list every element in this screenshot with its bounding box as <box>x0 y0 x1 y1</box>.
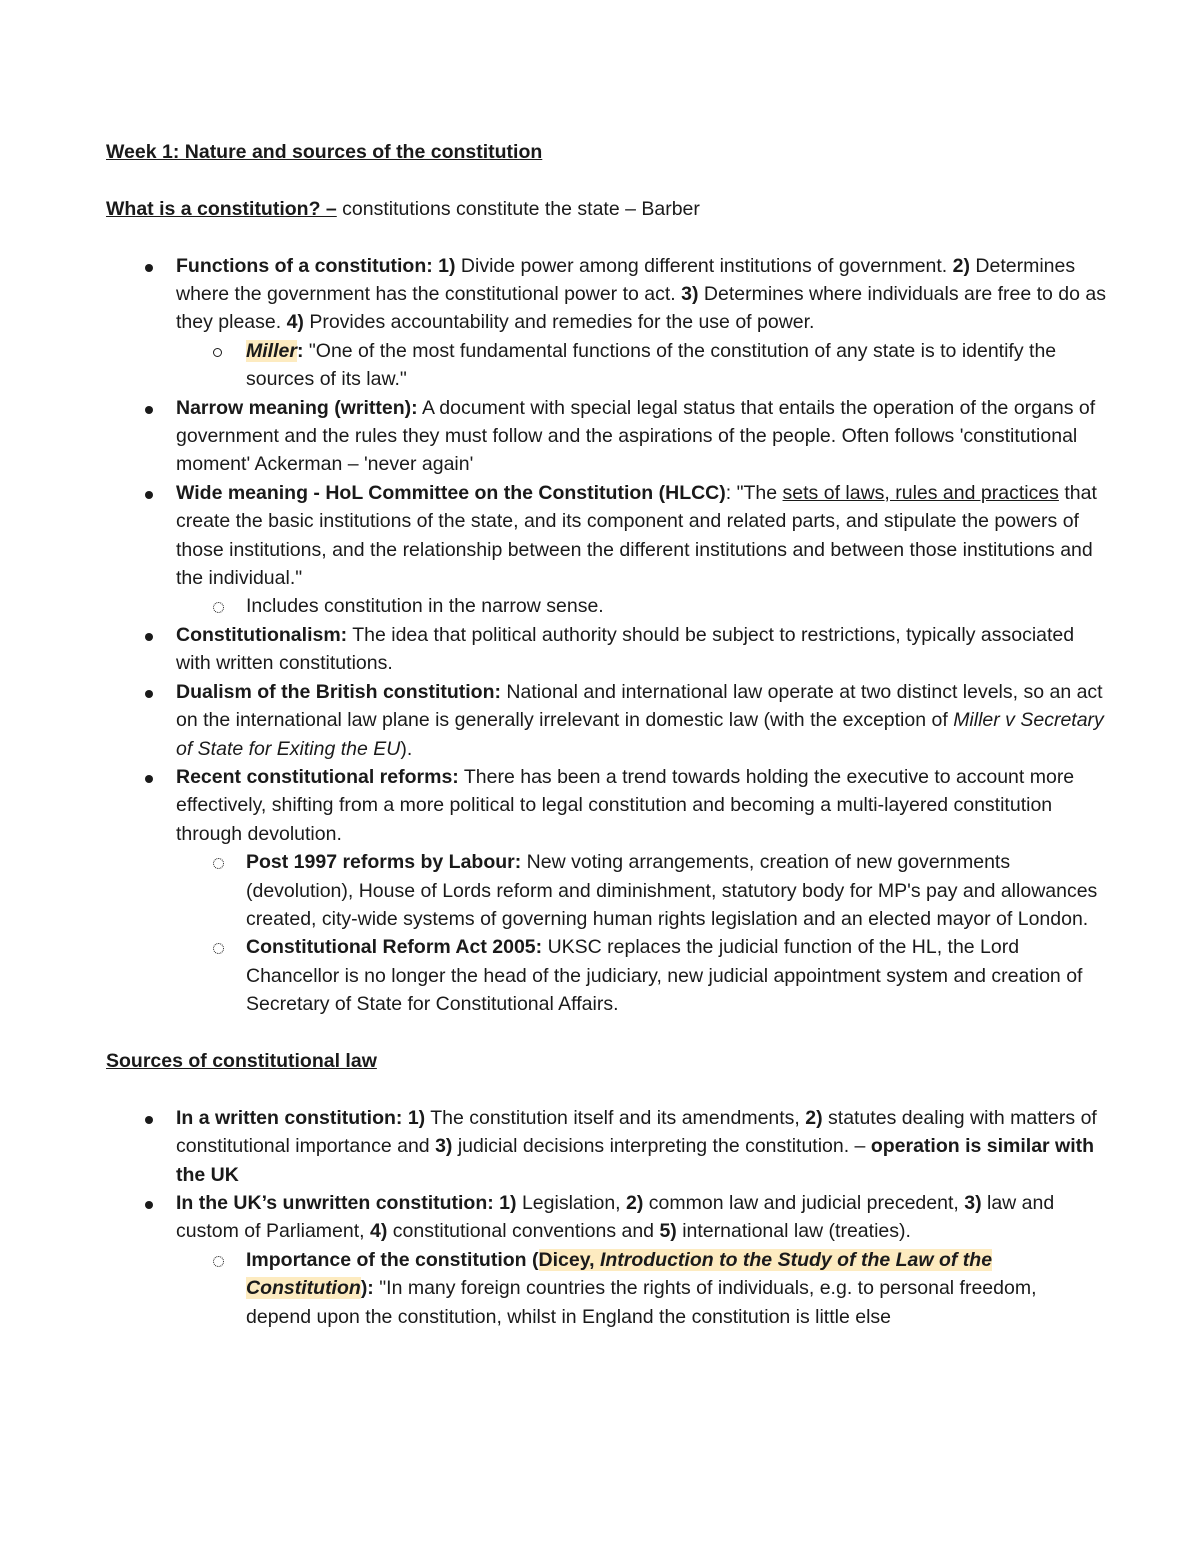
page-title: Week 1: Nature and sources of the constitution <box>106 141 543 163</box>
book-title-highlight: Introduction to the Study of the Law of the Constitution <box>246 1248 993 1300</box>
bullet-icon <box>145 264 153 272</box>
bullet-icon <box>145 491 153 499</box>
list-item-post-1997: Post 1997 reforms by Labour: New voting arrangements, creation of new governments (devolution), House of Lords reform and diminishment, statutory body for MP's pay and allowances created, city-wide systems of governing human rights legislation and an elected mayor of London. <box>176 848 1106 933</box>
bullet-icon <box>145 1116 153 1124</box>
dotted-bullet-icon <box>213 602 224 613</box>
list-item-includes: Includes constitution in the narrow sense. <box>176 592 1106 620</box>
list-item-narrow-meaning: Narrow meaning (written): A document with special legal status that entails the operation of the organs of government and the rules they must follow and the aspirations of the people. Often follows 'constitutional moment' Ackerman – 'never again' <box>106 394 1106 479</box>
miller-highlight: Miller <box>246 339 297 362</box>
list-item-importance: Importance of the constitution (Dicey, Introduction to the Study of the Law of the Constitution): "In many foreign countries the rights of individuals, e.g. to personal freedom, depend upon the constitution, whilst in England the constitution is little else <box>176 1246 1106 1331</box>
document-page <box>106 138 1106 1331</box>
dotted-bullet-icon <box>213 858 224 869</box>
list-item-unwritten-constitution: In the UK’s unwritten constitution: 1) Legislation, 2) common law and judicial precedent, 3) law and custom of Parliament, 4) constitutional conventions and 5) international law (treaties). Importance of the constitution (Dicey, Introduction to the Study of the Law of the Constitution): "In many foreign countries the rights of individuals, e.g. to personal freedom, depend upon the constitution, whilst in England the constitution is little else <box>106 1189 1106 1331</box>
what-is-constitution-label: What is a constitution? – <box>106 197 337 220</box>
list-item-wide-meaning: Wide meaning - HoL Committee on the Constitution (HLCC): "The sets of laws, rules and practices that create the basic institutions of the state, and its component and related parts, and stipulate the powers of those institutions, and the relationship between the different institutions and between those institutions and the individual." Includes constitution in the narrow sense. <box>106 479 1106 621</box>
what-is-constitution-line <box>106 195 1106 223</box>
reforms-sub-list <box>176 848 1106 1018</box>
dicey-highlight: Dicey, <box>538 1248 600 1271</box>
list-item-written-constitution: In a written constitution: 1) The constitution itself and its amendments, 2) statutes dealing with matters of constitutional importance and 3) judicial decisions interpreting the constitution. – operation is similar with the UK <box>106 1104 1106 1189</box>
list-item-cra-2005: Constitutional Reform Act 2005: UKSC replaces the judicial function of the HL, the Lord Chancellor is no longer the head of the judiciary, new judicial appointment system and creation of Secretary of State for Constitutional Affairs. <box>176 933 1106 1018</box>
hollow-bullet-icon <box>213 348 222 357</box>
dotted-bullet-icon <box>213 1256 224 1267</box>
bullet-icon <box>145 406 153 414</box>
list-item-functions: Functions of a constitution: 1) Divide power among different institutions of government. 2) Determines where the government has the constitutional power to act. 3) Determines where individuals are free to do as they please. 4) Provides accountability and remedies for the use of power. Miller: "One of the most fundamental functions of the constitution of any state is to identify the sources of its law." <box>106 252 1106 394</box>
what-is-constitution-text: constitutions constitute the state – Barber <box>336 197 700 220</box>
sources-bullet-list <box>106 1104 1106 1331</box>
bullet-icon <box>145 690 153 698</box>
wide-meaning-sub-list <box>176 592 1106 620</box>
unwritten-sub-list <box>176 1246 1106 1331</box>
bullet-icon <box>145 1201 153 1209</box>
bullet-icon <box>145 633 153 641</box>
sources-heading: Sources of constitutional law <box>106 1049 377 1072</box>
functions-sub-list <box>176 337 1106 394</box>
dotted-bullet-icon <box>213 943 224 954</box>
constitution-bullet-list <box>106 252 1106 1019</box>
list-item-constitutionalism: Constitutionalism: The idea that political authority should be subject to restrictions, typically associated with written constitutions. <box>106 621 1106 678</box>
bullet-icon <box>145 775 153 783</box>
list-item-dualism: Dualism of the British constitution: National and international law operate at two distinct levels, so an act on the international law plane is generally irrelevant in domestic law (with the exception of Miller v Secretary of State for Exiting the EU). <box>106 678 1106 763</box>
list-item-miller: Miller: "One of the most fundamental functions of the constitution of any state is to identify the sources of its law." <box>176 337 1106 394</box>
list-item-recent-reforms: Recent constitutional reforms: There has been a trend towards holding the executive to account more effectively, shifting from a more political to legal constitution and becoming a multi-layered constitution through devolution. Post 1997 reforms by Labour: New voting arrangements, creation of new governments (devolution), House of Lords reform and diminishment, statutory body for MP's pay and allowances created, city-wide systems of governing human rights legislation and an elected mayor of London. Constitutional Reform Act 2005: UKSC replaces the judicial function of the HL, the Lord Chancellor is no longer the head of the judiciary, new judicial appointment system and creation of Secretary of State for Constitutional Affairs. <box>106 763 1106 1019</box>
